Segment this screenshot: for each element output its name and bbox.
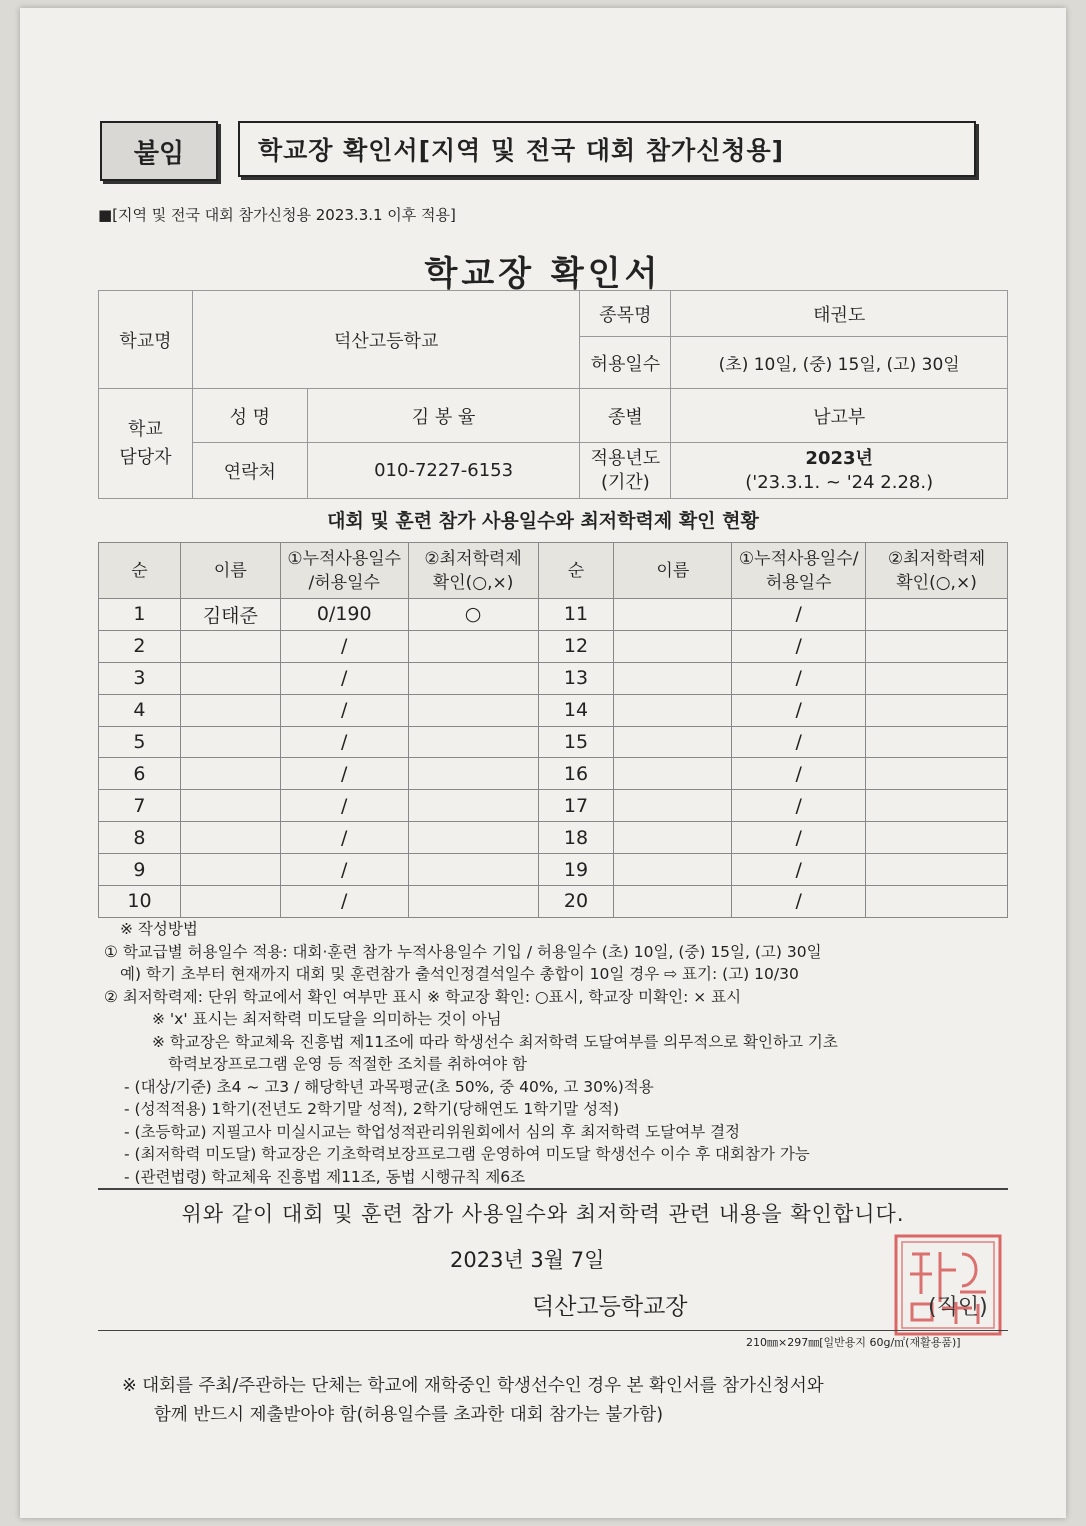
cell-no: 17 [538,790,614,822]
category-label: 종별 [580,389,671,443]
cell-days: 0/190 [280,599,408,631]
cell-days: / [732,694,866,726]
cell-name [614,758,732,790]
cell-min [408,854,538,886]
cell-min [408,726,538,758]
document-title: 학교장 확인서 [424,254,662,294]
cell-name [180,790,280,822]
document-page [20,8,1066,1518]
manager-name-value: 김 봉 율 [307,389,580,443]
cell-min [866,886,1008,918]
school-info-table [98,290,1008,499]
status-table [98,542,1008,918]
cell-name [180,822,280,854]
confirmation-date: 2023년 3월 7일 [450,1248,605,1272]
cell-no: 7 [99,790,181,822]
cell-min: ○ [408,599,538,631]
contact-value: 010-7227-6153 [307,443,580,499]
cell-no: 1 [99,599,181,631]
header-no-right: 순 [538,543,614,599]
divider-bottom [98,1330,1008,1331]
cell-days: / [732,790,866,822]
cell-name [180,854,280,886]
header-days-right: ①누적사용일수/ 허용일수 [732,543,866,599]
paper-spec: 210㎜×297㎜[일반용지 60g/㎡(재활용품)] [746,1336,961,1349]
cell-no: 10 [99,886,181,918]
cell-min [408,886,538,918]
table-row [99,854,1008,886]
cell-no: 9 [99,854,181,886]
cell-no: 5 [99,726,181,758]
cell-name [614,886,732,918]
header-days: ①누적사용일수 /허용일수 [280,543,408,599]
footer-line-1: ※ 대회를 주최/주관하는 단체는 학교에 재학중인 학생선수인 경우 본 확인서를 참가신청서와 [122,1376,824,1396]
allowed-days-value: (초) 10일, (중) 15일, (고) 30일 [671,337,1008,389]
cell-name [614,630,732,662]
cell-min [408,630,538,662]
cell-no: 16 [538,758,614,790]
attachment-tag-text: 붙임 [133,138,185,169]
header-min-academic: ②최저학력제 확인(○,×) [408,543,538,599]
cell-no: 2 [99,630,181,662]
table-row [99,886,1008,918]
cell-min [866,662,1008,694]
cell-no: 14 [538,694,614,726]
cell-min [866,790,1008,822]
cell-name [614,694,732,726]
cell-name [180,886,280,918]
cell-days: / [280,854,408,886]
manager-name-label: 성 명 [192,389,307,443]
detail-1: - (대상/기준) 초4 ~ 고3 / 해당학년 과목평균(초 50%, 중 40%, 고 30%)적용 [124,1077,654,1096]
cell-name [614,854,732,886]
table-row [99,790,1008,822]
table-row [99,822,1008,854]
cell-name [614,662,732,694]
cell-days: / [280,758,408,790]
apply-year-value: 2023년 [805,447,873,469]
divider-top [98,1188,1008,1190]
cell-min [866,694,1008,726]
status-table-header [99,543,1008,599]
apply-year-label: 적용년도 (기간) [580,443,671,499]
header-title-text: 학교장 확인서[지역 및 전국 대회 참가신청용] [258,136,785,165]
header-no: 순 [99,543,181,599]
detail-2: - (성적적용) 1학기(전년도 2학기말 성적), 2학기(당해연도 1학기말 성적) [124,1100,620,1118]
cell-days: / [280,726,408,758]
cell-min [866,630,1008,662]
cell-min [408,694,538,726]
school-name-value: 덕산고등학교 [192,291,580,389]
header-min-academic-right: ②최저학력제 확인(○,×) [866,543,1008,599]
manager-label: 학교 담당자 [99,389,193,499]
note-2: ② 최저학력제: 단위 학교에서 확인 여부만 표시 ※ 학교장 확인: ○표시, 학교장 미확인: × 표시 [104,987,742,1006]
cell-min [866,726,1008,758]
cell-days: / [732,886,866,918]
contact-label: 연락처 [192,443,307,499]
table-row [99,758,1008,790]
header-name: 이름 [180,543,280,599]
cell-days: / [280,886,408,918]
cell-name [614,790,732,822]
apply-year-cell [671,443,1008,499]
footer-notice [122,1372,824,1430]
footer-line-2: 함께 반드시 제출받아야 함(허용일수를 초과한 대회 참가는 불가함) [154,1405,664,1425]
cell-days: / [280,662,408,694]
cell-min [408,758,538,790]
cell-days: / [280,822,408,854]
document-header-title [238,121,976,177]
table-row [99,694,1008,726]
table-row [99,630,1008,662]
table-row [99,662,1008,694]
allowed-days-label: 허용일수 [580,337,671,389]
table-row [99,599,1008,631]
cell-days: / [280,790,408,822]
cell-name [180,726,280,758]
seal-label: (직인) [928,1295,988,1320]
cell-no: 19 [538,854,614,886]
event-value: 태권도 [671,291,1008,337]
writing-instructions [106,918,838,1188]
cell-name [180,758,280,790]
cell-name: 김태준 [180,599,280,631]
note-1-example: 예) 학기 초부터 현재까지 대회 및 훈련참가 출석인정결석일수 총합이 10일 경우 ⇨ 표기: (고) 10/30 [120,965,799,983]
table-row [99,726,1008,758]
detail-5: - (관련법령) 학교체육 진흥법 제11조, 동법 시행규칙 제6조 [124,1167,526,1186]
cell-no: 6 [99,758,181,790]
notes-heading: ※ 작성방법 [120,920,198,938]
cell-no: 3 [99,662,181,694]
status-table-body [99,599,1008,918]
cell-min [866,854,1008,886]
cell-name [180,694,280,726]
confirmation-text: 위와 같이 대회 및 훈련 참가 사용일수와 최저학력 관련 내용을 확인합니다. [181,1202,905,1226]
cell-no: 20 [538,886,614,918]
cell-name [614,726,732,758]
note-2a: ※ 'x' 표시는 최저학력 미도달을 의미하는 것이 아님 [152,1010,502,1028]
detail-4: - (최저학력 미도달) 학교장은 기초학력보장프로그램 운영하여 미도달 학생선수 이수 후 대회참가 가능 [124,1145,810,1163]
cell-name [180,630,280,662]
cell-days: / [732,726,866,758]
cell-days: / [732,599,866,631]
cell-min [408,790,538,822]
cell-min [408,662,538,694]
applicability-note: ■[지역 및 전국 대회 참가신청용 2023.3.1 이후 적용] [98,206,456,224]
cell-no: 15 [538,726,614,758]
cell-days: / [732,854,866,886]
note-2b-cont: 학력보장프로그램 운영 등 적절한 조치를 취하여야 함 [168,1055,527,1073]
attachment-tag [100,121,218,181]
official-seal-stamp [882,1230,1010,1340]
cell-min [866,758,1008,790]
cell-days: / [280,694,408,726]
section-title: 대회 및 훈련 참가 사용일수와 최저학력제 확인 현황 [327,510,759,532]
cell-name [614,822,732,854]
cell-no: 11 [538,599,614,631]
cell-days: / [732,822,866,854]
category-value: 남고부 [671,389,1008,443]
cell-no: 18 [538,822,614,854]
cell-no: 13 [538,662,614,694]
cell-days: / [732,630,866,662]
note-1: ① 학교급별 허용일수 적용: 대회·훈련 참가 누적사용일수 기입 / 허용일수 (초) 10일, (중) 15일, (고) 30일 [104,942,822,961]
cell-no: 12 [538,630,614,662]
cell-min [408,822,538,854]
cell-days: / [732,662,866,694]
cell-min [866,599,1008,631]
event-label: 종목명 [580,291,671,337]
cell-no: 4 [99,694,181,726]
school-name-label: 학교명 [99,291,193,389]
principal-name: 덕산고등학교장 [532,1294,688,1320]
cell-days: / [280,630,408,662]
apply-period-value: ('23.3.1. ~ '24 2.28.) [745,471,934,493]
cell-days: / [732,758,866,790]
cell-name [614,599,732,631]
note-2b: ※ 학교장은 학교체육 진흥법 제11조에 따라 학생선수 최저학력 도달여부를 의무적으로 확인하고 기초 [152,1032,838,1051]
cell-name [180,662,280,694]
detail-3: - (초등학교) 지필고사 미실시교는 학업성적관리위원회에서 심의 후 최저학력 도달여부 결정 [124,1122,741,1141]
header-name-right: 이름 [614,543,732,599]
cell-min [866,822,1008,854]
cell-no: 8 [99,822,181,854]
